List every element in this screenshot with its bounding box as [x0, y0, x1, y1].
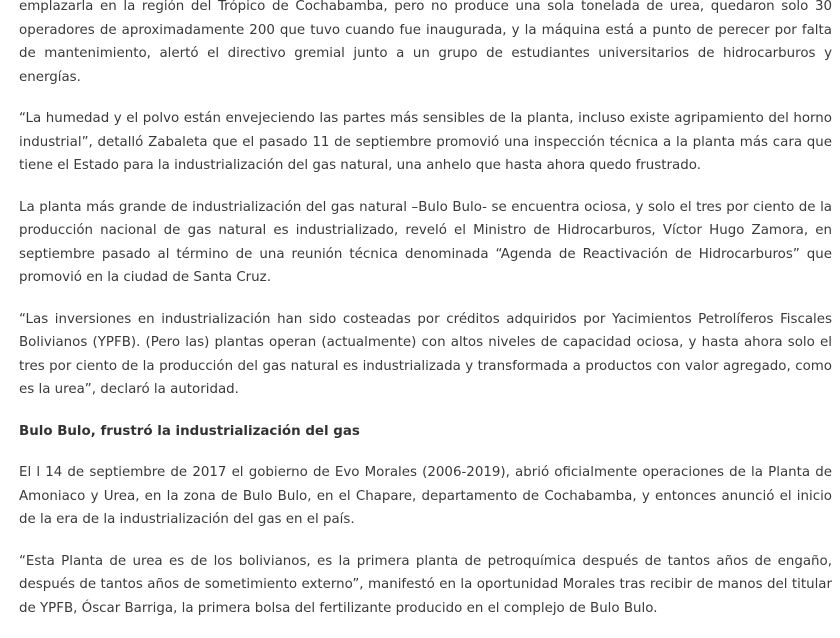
article-paragraph: emplazarla en la región del Trópico de Cochabamba, pero no produce una sola tonelada de urea, quedaron solo 30 operadores de aproximadamente 200 que tuvo cuando fue inaugurada, y la máquina está a punto de perecer por falta de mantenimiento, alertó el directivo gremial junto a un grupo de estudiantes universitarios de hidrocarburos y energías.: [19, 0, 832, 85]
article-paragraph: “Esta Planta de urea es de los bolivianos, es la primera planta de petroquímica después de tantos años de engaño, después de tantos años de sometimiento externo”, manifestó en la oportunidad Morales tras recibir de manos del titular de YPFB, Óscar Barriga, la primera bolsa del fertilizante producido en el complejo de Bulo Bulo.: [19, 553, 832, 616]
article-paragraph: El l 14 de septiembre de 2017 el gobierno de Evo Morales (2006-2019), abrió oficialmente operaciones de la Planta de Amoniaco y Urea, en la zona de Bulo Bulo, en el Chapare, departamento de Cochabamba, y entonces anunció el inicio de la era de la industrialización del gas en el país.: [19, 465, 832, 527]
article-subheading: Bulo Bulo, frustró la industrialización del gas: [19, 423, 360, 439]
article-paragraph: “La humedad y el polvo están envejeciendo las partes más sensibles de la planta, incluso existe agripamiento del horno industrial”, detalló Zabaleta que el pasado 11 de septiembre promovió una inspección técnica a la planta más cara que tiene el Estado para la industrialización del gas natural, una anhelo que hasta ahora quedo frustrado.: [19, 111, 832, 173]
article-body: [19, 0, 832, 638]
article-paragraph: La planta más grande de industrialización del gas natural –Bulo Bulo- se encuentra ociosa, y solo el tres por ciento de la producción nacional de gas natural es industrializado, reveló el Ministro de Hidrocarburos, Víctor Hugo Zamora, en septiembre pasado al término de una reunión técnica denominada “Agenda de Reactivación de Hidrocarburos” que promovió en la ciudad de Santa Cruz.: [19, 199, 832, 285]
article-paragraph: “Las inversiones en industrialización han sido costeadas por créditos adquiridos por Yacimientos Petrolíferos Fiscales Bolivianos (YPFB). (Pero las) plantas operan (actualmente) con altos niveles de capacidad ociosa, y hasta ahora solo el tres por ciento de la producción del gas natural es industrializada y transformada a productos con valor agregado, como es la urea”, declaró la autoridad.: [19, 311, 832, 397]
